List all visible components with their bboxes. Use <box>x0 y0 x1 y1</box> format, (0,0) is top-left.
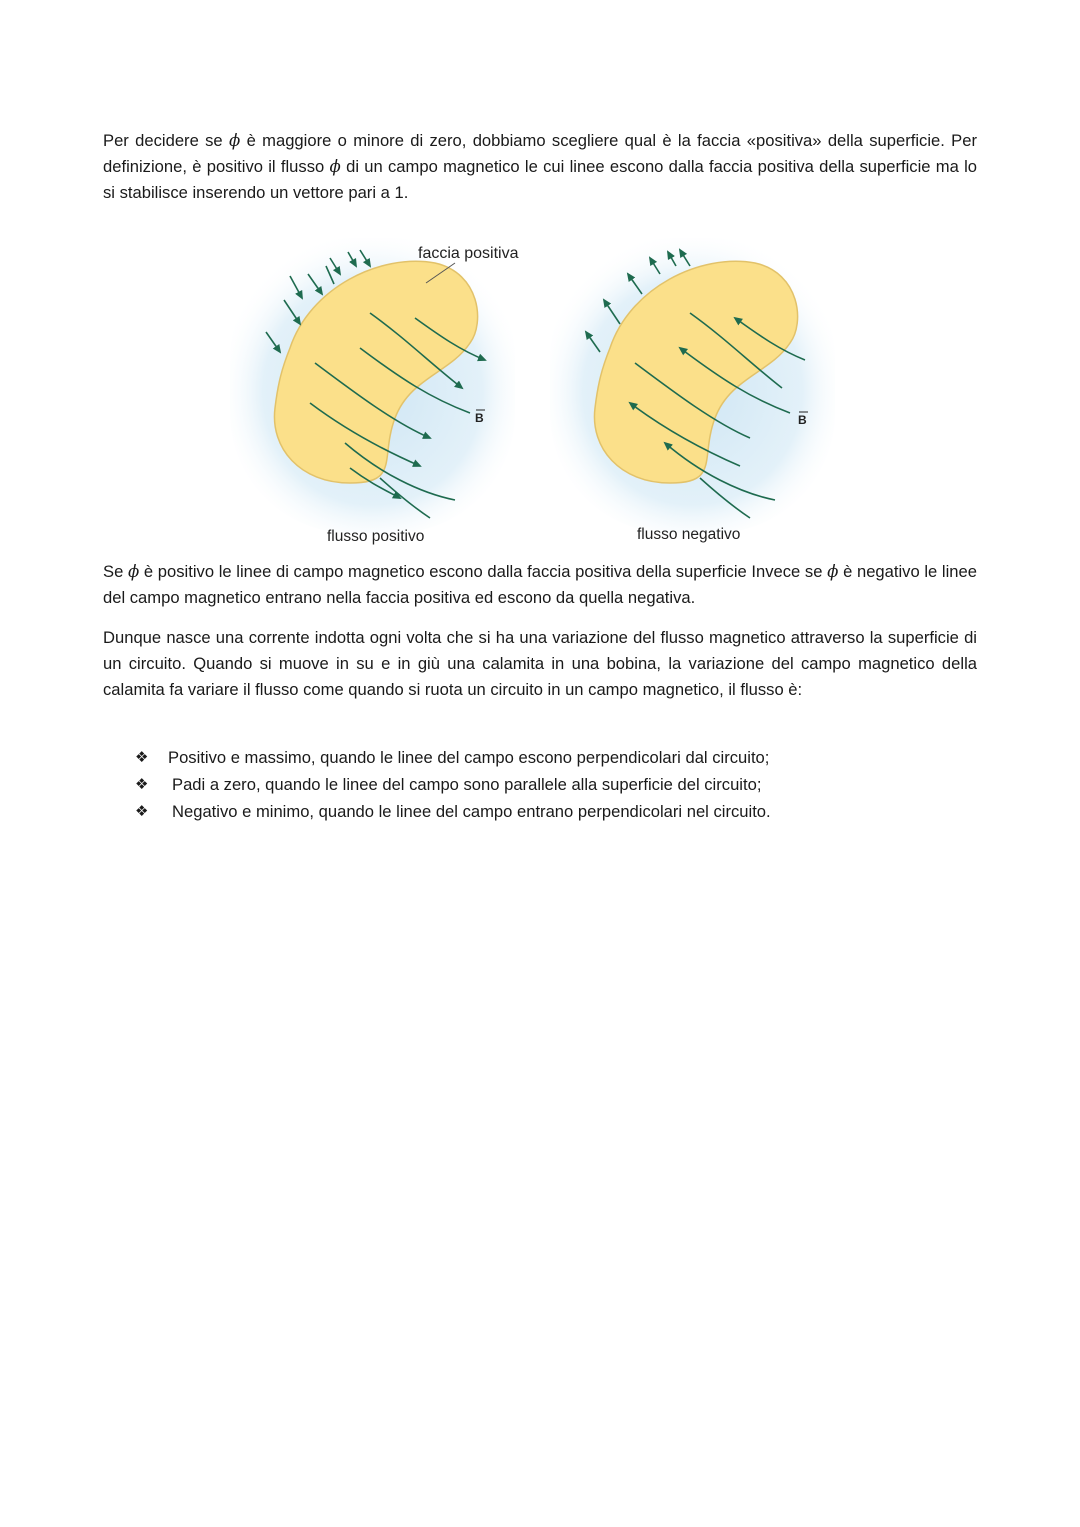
intro-text-3: di un campo magnetico le cui linee escono dalla faccia positiva della superficie ma lo si stabilisce inserendo un vettore pari a 1. <box>103 157 977 202</box>
flux-figure <box>230 228 850 550</box>
list-item-text: Negativo e minimo, quando le linee del campo entrano perpendicolari nel circuito. <box>172 802 771 821</box>
face-label: faccia positiva <box>418 245 519 262</box>
negative-flux-diagram <box>550 238 835 533</box>
caption-negative-flux: flusso negativo <box>637 526 741 543</box>
diamond-bullet-icon: ❖ <box>135 775 149 793</box>
list-item <box>135 771 985 798</box>
list-item-text: Positivo e massimo, quando le linee del campo escono perpendicolari dal circuito; <box>168 748 770 767</box>
phi-symbol: ϕ <box>329 157 341 176</box>
list-item <box>135 798 985 825</box>
intro-text-2: è maggiore o minore di zero, dobbiamo scegliere qual è la faccia «positiva» della superficie. Per definizione, è positivo il flusso <box>103 131 977 176</box>
list-item <box>135 744 985 771</box>
diamond-bullet-icon: ❖ <box>135 802 149 820</box>
list-item-text: Padi a zero, quando le linee del campo sono parallele alla superficie del circuito; <box>172 775 762 794</box>
vector-b-label-left: B <box>475 411 484 425</box>
positive-flux-diagram <box>230 238 519 533</box>
caption-positive-flux: flusso positivo <box>327 528 425 545</box>
sign-text-2: è positivo le linee di campo magnetico escono dalla faccia positiva della superficie Invece se <box>139 562 828 581</box>
diamond-bullet-icon: ❖ <box>135 748 149 766</box>
sign-text-1: Se <box>103 562 128 581</box>
phi-symbol: ϕ <box>127 562 140 581</box>
phi-symbol: ϕ <box>827 562 839 581</box>
intro-paragraph <box>103 128 977 206</box>
induced-current-paragraph: Dunque nasce una corrente indotta ogni volta che si ha una variazione del flusso magnetico attraverso la superficie di un circuito. Quando si muove in su e in giù una calamita in una bobina, la variazione del campo magnetico della calamita fa variare il flusso come quando si ruota un circuito in un campo magnetico, il flusso è: <box>103 628 977 699</box>
intro-text-1: Per decidere se <box>103 131 229 150</box>
phi-symbol: ϕ <box>228 131 241 150</box>
flux-cases-list <box>135 744 985 825</box>
sign-text-3: è negativo le linee del campo magnetico entrano nella faccia positiva ed escono da quella negativa. <box>103 562 977 607</box>
flux-sign-paragraph <box>103 559 977 611</box>
vector-b-label-right: B <box>798 413 807 427</box>
